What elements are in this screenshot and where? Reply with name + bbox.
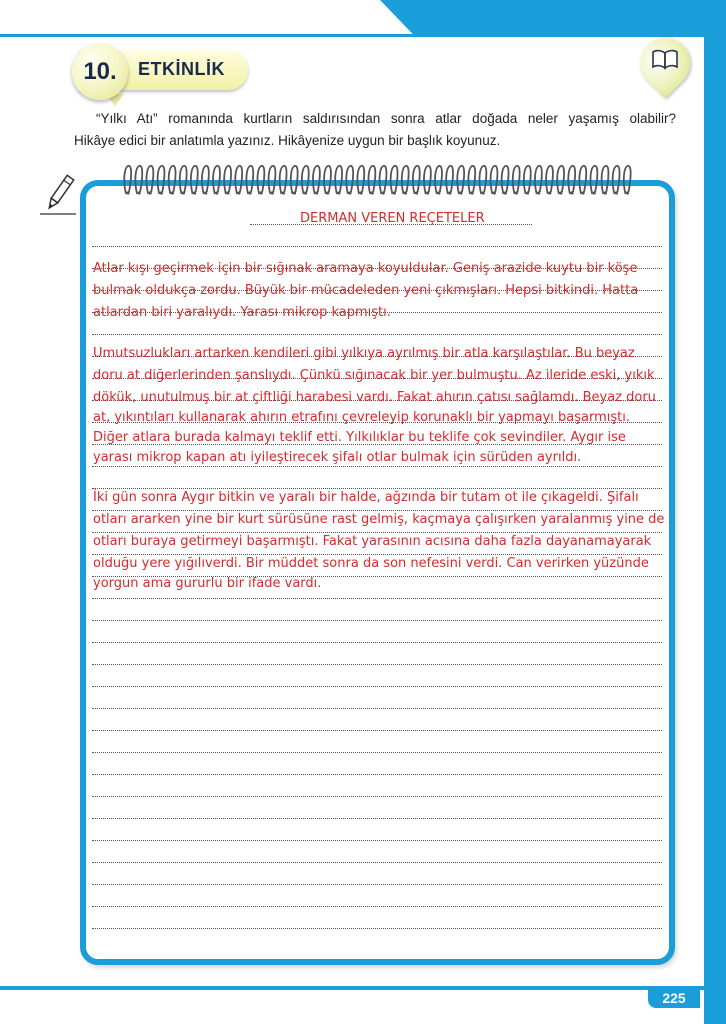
writing-line [92, 928, 662, 929]
top-rule [0, 34, 704, 37]
writing-line [92, 686, 662, 687]
writing-line [92, 334, 662, 335]
notepad-spiral-binding [122, 162, 636, 198]
writing-line [92, 840, 662, 841]
writing-line [92, 246, 662, 247]
writing-line [92, 730, 662, 731]
story-line: otları ararken yine bir kurt sürüsüne rast gelmiş, kaçmaya çalışırken yaralanmış yine de [93, 512, 665, 527]
story-line: atlardan biri yaralıydı. Yarası mikrop kapmıştı. [93, 305, 391, 320]
instruction-line-2: Hikâye edici bir anlatımla yazınız. Hikâyenize uygun bir başlık koyunuz. [74, 133, 501, 148]
writing-line [92, 554, 662, 555]
story-line: Atlar kışı geçirmek için bir sığınak aramaya koyuldular. Geniş arazide kuytu bir köşe [93, 261, 638, 276]
writing-line [92, 510, 662, 511]
book-icon [652, 48, 678, 70]
story-line: İki gün sonra Aygır bitkin ve yaralı bir halde, ağzında bir tutam ot ile çıkageldi. Şifalı [93, 490, 639, 505]
instruction-line-1: “Yılkı Atı” romanında kurtların saldırısından sonra atlar doğada neler yaşamış olabilir? [96, 111, 676, 126]
writing-line [92, 642, 662, 643]
story-line: at, yıkıntıları kullanarak ahırın etrafını çevreleyip korunaklı bir yapmayı başarmıştı. [93, 410, 631, 425]
writing-line [92, 598, 662, 599]
bottom-rule [0, 986, 704, 990]
story-line: Diğer atlara burada kalmayı teklif etti. Yılkılıklar bu teklife çok sevindiler. Aygır ise [93, 430, 626, 445]
story-line: doru at diğerlerinden şanslıydı. Çünkü sığınacak bir yer bulmuştu. Az ileride eski, yıkık [93, 368, 655, 383]
story-line: bulmak oldukça zordu. Büyük bir mücadeleden yeni çıkmışları. Hepsi bitkindi. Hatta [93, 283, 639, 298]
story-line: yorgun ama gururlu bir ifade vardı. [93, 576, 322, 591]
writing-line [92, 664, 662, 665]
writing-line [92, 466, 662, 467]
story-line: olduğu yere yığılıverdi. Bir müddet sonra da son nefesini verdi. Can verirken yüzünde [93, 556, 649, 571]
story-line: otları buraya getirmeyi başarmıştı. Fakat yarasının acısına daha fazla dayanamayarak [93, 534, 652, 549]
activity-label: ETKİNLİK [138, 59, 225, 79]
writing-line [92, 620, 662, 621]
writing-line [92, 488, 662, 489]
writing-line [92, 884, 662, 885]
top-corner-decoration [380, 0, 726, 36]
story-line: Umutsuzlukları artarken kendileri gibi yılkıya ayrılmış bir atla karşılaştılar. Bu beyaz [93, 346, 635, 361]
story-title: DERMAN VEREN REÇETELER [300, 211, 485, 226]
pencil-icon [38, 172, 80, 216]
writing-line [92, 818, 662, 819]
activity-instructions [74, 108, 676, 152]
writing-line [92, 752, 662, 753]
page-number: 225 [648, 988, 700, 1008]
writing-line [92, 708, 662, 709]
writing-line [92, 906, 662, 907]
writing-line [92, 862, 662, 863]
writing-line [92, 796, 662, 797]
story-line: dökük, unutulmuş bir at çiftliği harabesi vardı. Fakat ahırın çatısı sağlamdı. Beyaz doru [93, 390, 656, 405]
story-line: yarası mikrop kapan atı iyileştirecek şifalı otlar bulmak için sürüden ayrıldı. [93, 450, 582, 465]
writing-line [92, 532, 662, 533]
right-edge-bar [704, 34, 726, 1024]
writing-line [92, 774, 662, 775]
activity-number-badge: 10. [72, 44, 128, 100]
